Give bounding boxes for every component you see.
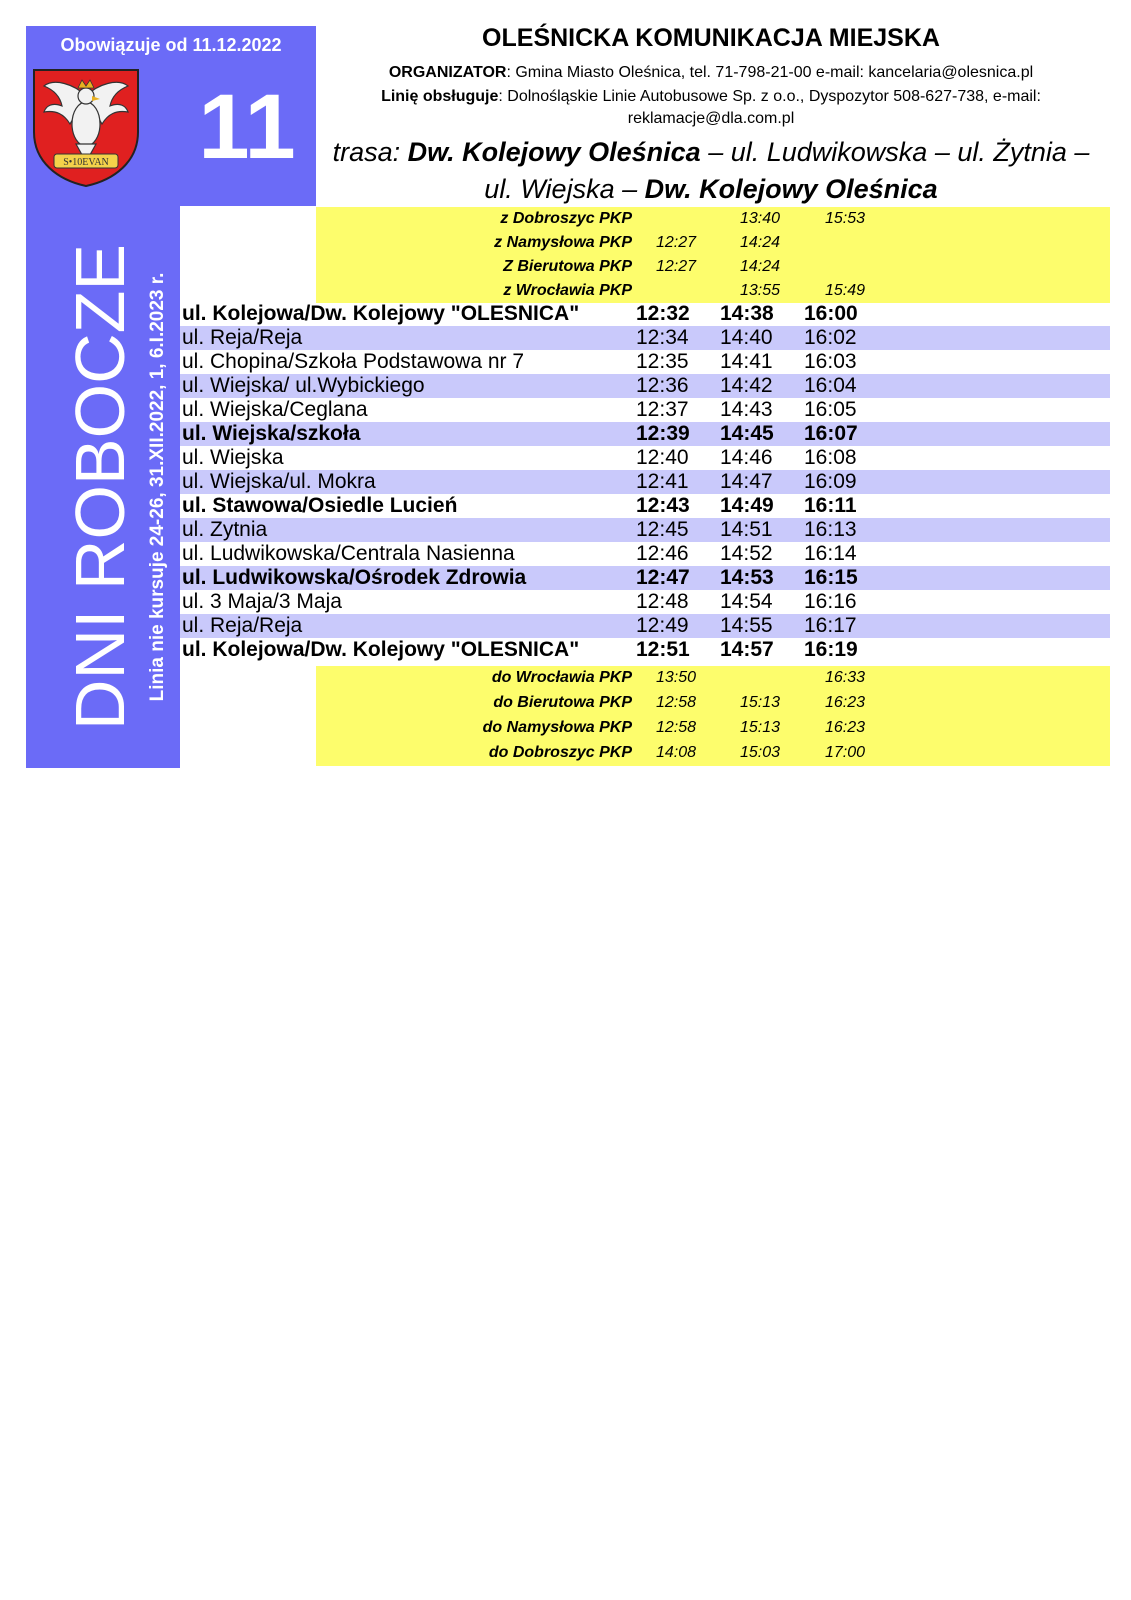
arrival-time: 12:27 (656, 234, 697, 251)
stop-row (180, 590, 1110, 614)
stop-row (180, 302, 1110, 326)
arrival-row (316, 255, 1131, 279)
stop-time: 16:17 (804, 614, 857, 637)
stop-name: ul. Kolejowa/Dw. Kolejowy "OLESNICA" (182, 638, 580, 661)
departure-row (316, 741, 1131, 765)
stop-time: 16:07 (804, 422, 858, 445)
stop-name: ul. Reja/Reja (182, 326, 303, 349)
arrival-time: 12:27 (656, 258, 697, 275)
stop-time: 12:47 (636, 566, 690, 589)
stop-time: 12:41 (636, 470, 689, 493)
operator-title: OLEŚNICKA KOMUNIKACJA MIEJSKA (482, 24, 940, 52)
stop-time: 12:35 (636, 350, 689, 373)
arrival-label: z Dobroszyc PKP (500, 210, 632, 227)
stop-time: 14:47 (720, 470, 773, 493)
stop-name: ul. Stawowa/Osiedle Lucień (182, 494, 458, 517)
departure-time: 12:58 (656, 694, 697, 711)
stop-time: 14:51 (720, 518, 773, 541)
stop-time: 14:38 (720, 302, 774, 325)
stop-name: ul. Chopina/Szkoła Podstawowa nr 7 (182, 350, 525, 373)
departure-time: 14:08 (656, 744, 697, 761)
stop-name: ul. Wiejska/ ul.Wybickiego (182, 374, 425, 397)
stop-time: 12:34 (636, 326, 689, 349)
stop-name: ul. Ludwikowska/Centrala Nasienna (182, 542, 515, 565)
stop-time: 12:45 (636, 518, 689, 541)
stop-time: 14:54 (720, 590, 773, 613)
departure-label: do Wrocławia PKP (491, 669, 632, 686)
operator-text: : Dolnośląskie Linie Autobusowe Sp. z o.o., Dyspozytor 508-627-738, e-mail: (498, 88, 1041, 105)
stop-name: ul. Wiejska/Ceglana (182, 398, 368, 421)
stop-time: 14:40 (720, 326, 773, 349)
departure-time: 15:13 (740, 694, 781, 711)
departure-label: do Bierutowa PKP (493, 694, 632, 711)
stop-time: 14:53 (720, 566, 774, 589)
stop-name: ul. Wiejska/ul. Mokra (182, 470, 376, 493)
arrival-row (316, 231, 1131, 255)
stop-time: 12:46 (636, 542, 689, 565)
departure-time: 15:03 (740, 744, 781, 761)
stop-time: 16:03 (804, 350, 857, 373)
stop-row (180, 446, 1110, 470)
stop-time: 16:15 (804, 566, 858, 589)
service-exceptions-note: Linia nie kursuje 24-26, 31.XII.2022, 1, 6.I.2023 r. (147, 272, 168, 702)
day-type-title: DNI ROBOCZE (61, 243, 139, 731)
departure-time: 17:00 (825, 744, 866, 761)
arrival-row (316, 279, 1131, 303)
stop-name: ul. Reja/Reja (182, 614, 303, 637)
arrival-time: 13:40 (740, 210, 781, 227)
stop-time: 12:40 (636, 446, 689, 469)
stop-time: 14:57 (720, 638, 774, 661)
stop-time: 12:49 (636, 614, 689, 637)
stop-time: 16:13 (804, 518, 857, 541)
route-line2-prefix: ul. Wiejska – (484, 174, 645, 204)
stop-row (180, 566, 1110, 590)
departure-time: 16:23 (825, 719, 866, 736)
stop-row (180, 470, 1110, 494)
stop-time: 12:37 (636, 398, 689, 421)
route-start: Dw. Kolejowy Oleśnica (407, 137, 701, 167)
stop-time: 16:08 (804, 446, 857, 469)
stop-row (180, 638, 1110, 662)
arrival-time: 14:24 (740, 234, 781, 251)
stop-time: 14:52 (720, 542, 773, 565)
coat-of-arms-icon (30, 66, 142, 188)
stop-time: 16:05 (804, 398, 857, 421)
stop-time: 12:43 (636, 494, 690, 517)
stop-name: ul. Wiejska (182, 446, 284, 469)
stop-row (180, 350, 1110, 374)
stop-time: 12:39 (636, 422, 690, 445)
departure-label: do Dobroszyc PKP (488, 744, 632, 761)
stop-time: 16:14 (804, 542, 857, 565)
stop-name: ul. Zytnia (182, 518, 268, 541)
arrival-time: 13:55 (740, 282, 781, 299)
stop-time: 14:41 (720, 350, 773, 373)
stop-row (180, 398, 1110, 422)
stop-time: 14:49 (720, 494, 774, 517)
valid-from: Obowiązuje od 11.12.2022 (60, 35, 282, 55)
organizer-text: : Gmina Miasto Oleśnica, tel. 71-798-21-00 e-mail: kancelaria@olesnica.pl (506, 64, 1034, 81)
stop-row (180, 422, 1110, 446)
arrival-label: z Namysłowa PKP (494, 234, 632, 251)
route-line-1 (316, 134, 1106, 171)
arrival-label: z Wrocławia PKP (503, 282, 632, 299)
stop-time: 14:46 (720, 446, 773, 469)
arrival-label: Z Bierutowa PKP (503, 258, 632, 275)
departure-row (316, 666, 1131, 690)
operator-email: reklamacje@dla.com.pl (627, 110, 795, 127)
arrival-time: 14:24 (740, 258, 781, 275)
organizer-line (316, 64, 1106, 82)
stop-time: 16:19 (804, 638, 858, 661)
departure-time: 16:23 (825, 694, 866, 711)
arrival-time: 15:53 (825, 210, 866, 227)
route-middle: – ul. Ludwikowska – ul. Żytnia – (700, 137, 1090, 167)
departure-row (316, 716, 1131, 740)
departure-time: 12:58 (656, 719, 697, 736)
stop-name: ul. Ludwikowska/Ośrodek Zdrowia (182, 566, 527, 589)
stop-time: 14:43 (720, 398, 773, 421)
departure-time: 16:33 (825, 669, 866, 686)
stop-time: 16:04 (804, 374, 857, 397)
stop-row (180, 374, 1110, 398)
operator-label: Linię obsługuje (381, 88, 499, 105)
stop-time: 16:16 (804, 590, 857, 613)
stop-row (180, 326, 1110, 350)
departure-row (316, 691, 1131, 715)
stop-time: 16:11 (804, 494, 857, 517)
arrivals-block (316, 207, 1110, 303)
route-prefix: trasa: (332, 137, 408, 167)
operator-line (316, 88, 1106, 106)
stop-time: 12:32 (636, 302, 690, 325)
arrival-time: 15:49 (825, 282, 866, 299)
stop-time: 14:42 (720, 374, 773, 397)
arrival-row (316, 207, 1131, 231)
stop-time: 12:48 (636, 590, 689, 613)
stop-time: 16:09 (804, 470, 857, 493)
stop-time: 14:55 (720, 614, 773, 637)
route-line-2 (316, 171, 1106, 208)
departure-time: 15:13 (740, 719, 781, 736)
route-end: Dw. Kolejowy Oleśnica (644, 174, 938, 204)
stop-time: 16:02 (804, 326, 857, 349)
stop-row (180, 542, 1110, 566)
departure-label: do Namysłowa PKP (482, 719, 632, 736)
stop-time: 16:00 (804, 302, 858, 325)
stop-row (180, 518, 1110, 542)
stop-row (180, 614, 1110, 638)
stop-name: ul. Kolejowa/Dw. Kolejowy "OLESNICA" (182, 302, 580, 325)
stop-row (180, 494, 1110, 518)
stop-name: ul. 3 Maja/3 Maja (182, 590, 342, 613)
line-number: 11 (198, 76, 296, 178)
departures-block (316, 666, 1110, 766)
stop-name: ul. Wiejska/szkoła (182, 422, 361, 445)
departure-time: 13:50 (656, 669, 697, 686)
stop-time: 14:45 (720, 422, 774, 445)
emblem-ribbon-text: S•10EVAN (63, 157, 109, 168)
stop-time: 12:51 (636, 638, 690, 661)
organizer-label: ORGANIZATOR (388, 64, 507, 81)
stop-time: 12:36 (636, 374, 689, 397)
